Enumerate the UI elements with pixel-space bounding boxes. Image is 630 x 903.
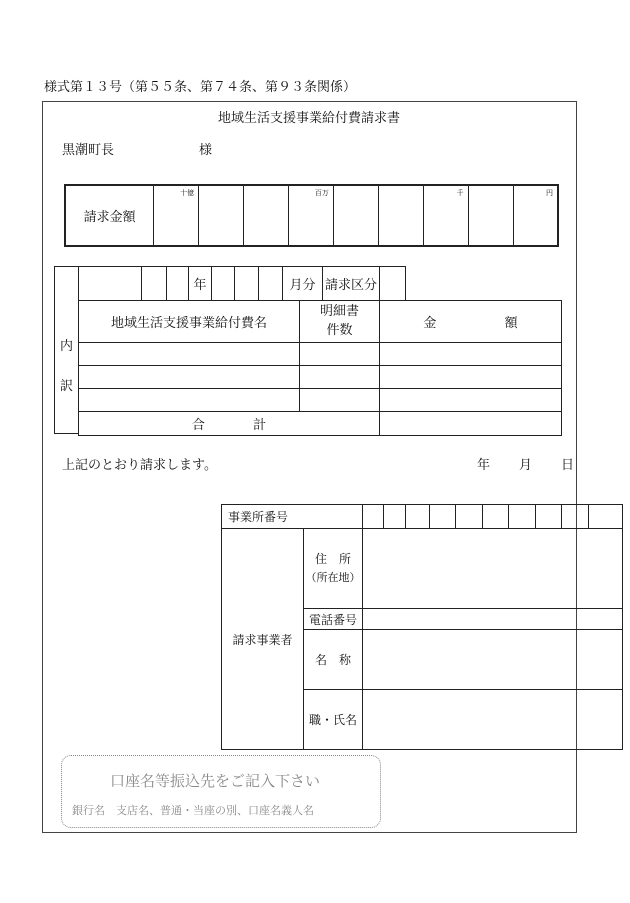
office-digit[interactable]	[456, 505, 483, 529]
breakdown-cell[interactable]	[380, 343, 562, 366]
breakdown-cell[interactable]	[300, 389, 380, 412]
business-name-label: 名 称	[304, 630, 363, 690]
total-b: 計	[253, 418, 267, 433]
month-label: 月分	[283, 267, 323, 301]
bank-hint: 銀行名 支店名、普通・当座の別、口座名義人名	[72, 804, 314, 817]
col-amount-b: 額	[504, 316, 518, 331]
office-digit[interactable]	[363, 505, 384, 529]
bank-heading: 口座名等振込先をご記入下さい	[110, 772, 321, 790]
amount-table	[64, 184, 559, 247]
col-statement-count: 明細書 件数	[300, 301, 380, 343]
phone-label: 電話番号	[304, 609, 363, 630]
amount-digit[interactable]	[333, 185, 378, 246]
address-label-a: 住 所	[315, 552, 352, 567]
amount-label: 請求金額	[65, 185, 154, 246]
address-label-b: （所在地）	[305, 571, 361, 585]
date-day: 日	[561, 458, 575, 473]
unit-billion: 十億	[180, 189, 195, 197]
category-value[interactable]	[380, 267, 406, 301]
breakdown-cell[interactable]	[300, 366, 380, 389]
representative-label: 職・氏名	[304, 690, 363, 750]
amount-digit-million[interactable]	[288, 185, 333, 246]
office-digit[interactable]	[536, 505, 562, 529]
addressee: 黒潮町長	[62, 143, 115, 158]
category-label: 請求区分	[323, 267, 380, 301]
col-amount-a: 金	[423, 316, 437, 331]
col-amount	[380, 301, 562, 343]
period-cell[interactable]	[259, 267, 283, 301]
office-digit[interactable]	[562, 505, 589, 529]
office-digit[interactable]	[589, 505, 623, 529]
breakdown-cell[interactable]	[79, 389, 300, 412]
bank-info-box[interactable]	[61, 755, 381, 828]
total-label	[79, 412, 380, 436]
date-year: 年	[477, 458, 491, 473]
form-reference: 様式第１３号（第５５条、第７４条、第９３条関係）	[44, 80, 357, 95]
amount-digit[interactable]	[378, 185, 423, 246]
amount-digit[interactable]	[244, 185, 289, 246]
registrant-table	[221, 504, 623, 750]
total-amount[interactable]	[380, 412, 562, 436]
date-month: 月	[519, 458, 533, 473]
office-digit[interactable]	[430, 505, 456, 529]
total-a: 合	[191, 418, 205, 433]
office-number-label: 事業所番号	[222, 505, 363, 529]
period-cell[interactable]	[142, 267, 167, 301]
address-field[interactable]	[363, 529, 623, 609]
amount-digit-thousand[interactable]	[423, 185, 468, 246]
amount-digit[interactable]	[468, 185, 513, 246]
office-digit[interactable]	[406, 505, 430, 529]
phone-field[interactable]	[363, 609, 623, 630]
office-digit[interactable]	[384, 505, 406, 529]
breakdown-cell[interactable]	[300, 343, 380, 366]
col-benefit-name: 地域生活支援事業給付費名	[79, 301, 300, 343]
year-label: 年	[189, 267, 212, 301]
breakdown-cell[interactable]	[380, 366, 562, 389]
claimant-label: 請求事業者	[222, 529, 304, 750]
honorific: 様	[199, 143, 213, 158]
period-cell[interactable]	[167, 267, 189, 301]
breakdown-char-uchi: 内	[60, 339, 74, 354]
representative-field[interactable]	[363, 690, 623, 750]
period-cell[interactable]	[79, 267, 142, 301]
unit-thousand: 千	[456, 189, 464, 197]
form-title: 地域生活支援事業給付費請求書	[218, 111, 401, 126]
address-label	[304, 529, 363, 609]
period-table	[78, 266, 406, 301]
office-digit[interactable]	[483, 505, 509, 529]
unit-yen: 円	[546, 189, 553, 197]
breakdown-char-wake: 訳	[60, 379, 74, 394]
amount-digit-yen[interactable]	[513, 185, 558, 246]
period-cell[interactable]	[235, 267, 259, 301]
period-cell[interactable]	[212, 267, 235, 301]
office-digit[interactable]	[509, 505, 536, 529]
breakdown-cell[interactable]	[79, 343, 300, 366]
breakdown-side	[54, 266, 79, 434]
amount-digit-billion[interactable]	[154, 185, 199, 246]
unit-million: 百万	[314, 189, 329, 197]
amount-digit[interactable]	[199, 185, 244, 246]
breakdown-table	[78, 300, 562, 436]
breakdown-cell[interactable]	[79, 366, 300, 389]
declaration: 上記のとおり請求します。	[62, 458, 217, 473]
breakdown-cell[interactable]	[380, 389, 562, 412]
business-name-field[interactable]	[363, 630, 623, 690]
